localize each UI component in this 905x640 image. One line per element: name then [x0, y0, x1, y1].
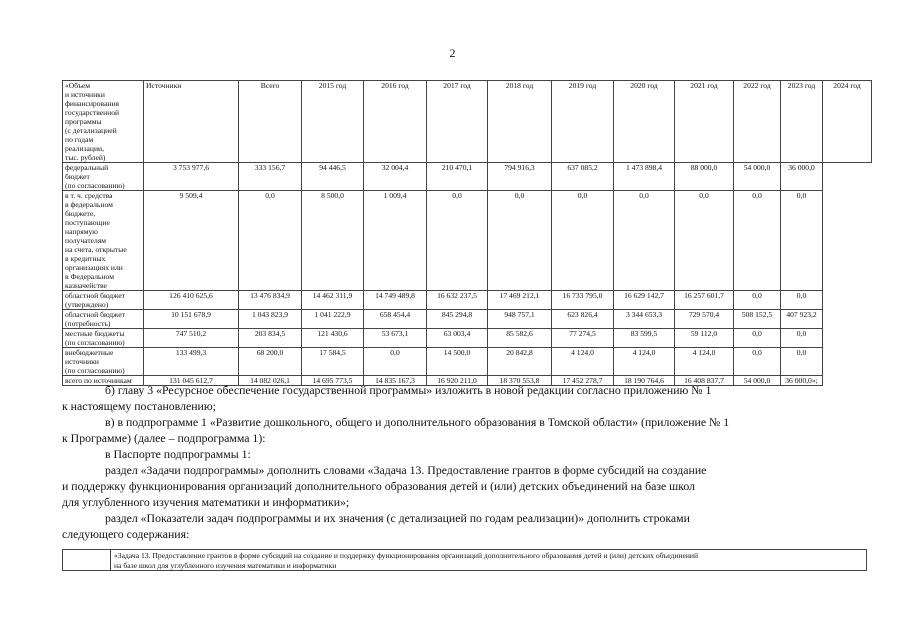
source-cell — [63, 310, 144, 329]
source-line: казначействе — [65, 281, 107, 290]
source-line: напрямую — [65, 227, 98, 236]
table-row — [63, 329, 872, 348]
task-13-line1: «Задача 13. Предоставление грантов в форме субсидий на создание и поддержку функционирования организаций дополнительного образования детей и (или) детских объединений — [114, 551, 699, 560]
value-cell: 0,0 — [675, 191, 734, 291]
value-cell: 20 842,8 — [488, 348, 552, 376]
value-cell: 0,0 — [239, 191, 302, 291]
program-label-line: тыс. рублей) — [65, 153, 106, 162]
program-label-line: реализации, — [65, 144, 105, 153]
paragraph-tasks: раздел «Задачи подпрограммы» дополнить словами «Задача 13. Предоставление грантов в форме субсидий на создание — [105, 463, 707, 477]
table-row — [63, 291, 872, 310]
value-cell: 0,0 — [427, 191, 488, 291]
value-cell: 85 582,6 — [488, 329, 552, 348]
value-cell: 14 500,0 — [427, 348, 488, 376]
table-row — [63, 163, 872, 191]
value-cell: 0,0 — [734, 291, 781, 310]
value-cell: 121 430,6 — [302, 329, 364, 348]
value-cell: 131 045 612,7 — [144, 376, 239, 386]
value-cell: 508 152,5 — [734, 310, 781, 329]
program-label-line: по годам — [65, 135, 94, 144]
value-cell: 17 452 278,7 — [552, 376, 614, 386]
value-cell: 14 082 026,1 — [239, 376, 302, 386]
program-label-cell — [63, 81, 144, 163]
source-line: (по согласованию) — [65, 181, 125, 190]
source-line: получателям — [65, 236, 107, 245]
header-sources: Источники — [144, 81, 239, 163]
value-cell: 203 834,5 — [239, 329, 302, 348]
program-label-line: финансирования — [65, 99, 119, 108]
source-line: внебюджетные — [65, 348, 114, 357]
source-line: в кредитных — [65, 254, 106, 263]
value-cell: 0,0 — [734, 191, 781, 291]
value-cell: 0,0 — [781, 348, 823, 376]
value-cell: 747 510,2 — [144, 329, 239, 348]
value-cell: 94 446,5 — [302, 163, 364, 191]
value-cell: 729 570,4 — [675, 310, 734, 329]
source-line: на счета, открытые — [65, 245, 127, 254]
source-cell — [63, 348, 144, 376]
value-cell: 13 476 834,9 — [239, 291, 302, 310]
program-label-line: (с детализацией — [65, 126, 117, 135]
paragraph-v: в) в подпрограмме 1 «Развитие дошкольного, общего и дополнительного образования в Томской области» (приложение № 1 — [105, 415, 730, 429]
value-cell: 36 000,0»; — [781, 376, 823, 386]
value-cell: 3 753 977,6 — [144, 163, 239, 191]
source-line: бюджете, — [65, 209, 96, 218]
value-cell: 0,0 — [488, 191, 552, 291]
value-cell: 0,0 — [781, 291, 823, 310]
value-cell: 0,0 — [614, 191, 675, 291]
value-cell: 3 344 653,3 — [614, 310, 675, 329]
paragraph-indicators: раздел «Показатели задач подпрограммы и их значения (с детализацией по годам реализации)» дополнить строками — [105, 511, 690, 525]
paragraph-passport: в Паспорте подпрограммы 1: — [105, 447, 251, 461]
value-cell: 16 920 211,0 — [427, 376, 488, 386]
value-cell: 68 200,0 — [239, 348, 302, 376]
value-cell: 32 004,4 — [364, 163, 427, 191]
source-line: бюджет — [65, 172, 90, 181]
value-cell: 0,0 — [781, 329, 823, 348]
value-cell: 17 469 212,1 — [488, 291, 552, 310]
value-cell: 658 454,4 — [364, 310, 427, 329]
source-cell — [63, 191, 144, 291]
page-number: 2 — [449, 46, 456, 60]
value-cell: 77 274,5 — [552, 329, 614, 348]
source-line: организациях или — [65, 263, 123, 272]
source-cell — [63, 163, 144, 191]
paragraph-b — [105, 382, 845, 398]
source-line: (по согласованию) — [65, 366, 125, 375]
header-2021: 2021 год — [675, 81, 734, 163]
source-line: (по согласованию) — [65, 338, 125, 347]
value-cell: 623 826,4 — [552, 310, 614, 329]
paragraph-v-cont: к Программе) (далее – подпрограмма 1): — [62, 431, 266, 445]
source-cell — [63, 291, 144, 310]
task-13-line2: на базе школ для углубленного изучения математики и информатики — [114, 561, 337, 570]
value-cell: 4 124,0 — [675, 348, 734, 376]
value-cell: 16 408 837,7 — [675, 376, 734, 386]
value-cell: 16 257 601,7 — [675, 291, 734, 310]
table-row — [63, 348, 872, 376]
value-cell: 0,0 — [734, 329, 781, 348]
header-2016: 2016 год — [364, 81, 427, 163]
value-cell: 4 124,0 — [552, 348, 614, 376]
header-2015: 2015 год — [302, 81, 364, 163]
source-line: всего по источникам — [65, 376, 132, 385]
value-cell: 133 499,3 — [144, 348, 239, 376]
value-cell: 0,0 — [734, 348, 781, 376]
source-line: в федеральном — [65, 200, 113, 209]
value-cell: 0,0 — [552, 191, 614, 291]
value-cell: 16 632 237,5 — [427, 291, 488, 310]
value-cell: 407 923,2 — [781, 310, 823, 329]
value-cell: 14 695 773,5 — [302, 376, 364, 386]
value-cell: 17 584,5 — [302, 348, 364, 376]
value-cell: 88 000,0 — [675, 163, 734, 191]
paragraph-tasks-cont1: и поддержку функционирования организаций дополнительного образования детей и (или) детских объединений на базе школ — [62, 479, 696, 493]
value-cell: 210 470,1 — [427, 163, 488, 191]
source-line: в Федеральном — [65, 272, 114, 281]
program-label-line: «Объем — [65, 81, 91, 90]
source-line: областной бюджет — [65, 291, 125, 300]
task-box-left-cell — [62, 549, 110, 571]
value-cell: 83 599,5 — [614, 329, 675, 348]
paragraph-indicators-cont: следующего содержания: — [62, 527, 190, 541]
value-cell: 18 370 553,8 — [488, 376, 552, 386]
value-cell: 1 043 823,9 — [239, 310, 302, 329]
header-total: Всего — [239, 81, 302, 163]
task-13-box — [110, 549, 867, 571]
value-cell: 14 462 311,9 — [302, 291, 364, 310]
source-line: в т. ч. средства — [65, 191, 113, 200]
paragraph-b-cont: к настоящему постановлению; — [62, 399, 216, 413]
value-cell: 948 757,1 — [488, 310, 552, 329]
financing-table — [62, 80, 872, 386]
value-cell: 14 835 167,3 — [364, 376, 427, 386]
header-2024: 2024 год — [823, 81, 872, 163]
source-line: федеральный — [65, 163, 109, 172]
value-cell: 16 629 142,7 — [614, 291, 675, 310]
source-cell — [63, 329, 144, 348]
value-cell: 54 000,0 — [734, 376, 781, 386]
header-2023: 2023 год — [781, 81, 823, 163]
value-cell: 16 733 795,0 — [552, 291, 614, 310]
value-cell: 1 473 898,4 — [614, 163, 675, 191]
header-2017: 2017 год — [427, 81, 488, 163]
value-cell: 10 151 678,9 — [144, 310, 239, 329]
value-cell: 1 041 222,9 — [302, 310, 364, 329]
value-cell: 333 156,7 — [239, 163, 302, 191]
header-2019: 2019 год — [552, 81, 614, 163]
value-cell: 637 085,2 — [552, 163, 614, 191]
table-row — [63, 310, 872, 329]
source-line: поступающие — [65, 218, 110, 227]
value-cell: 36 000,0 — [781, 163, 823, 191]
value-cell: 14 749 489,8 — [364, 291, 427, 310]
program-label-line: государственной — [65, 108, 120, 117]
table-header-row — [63, 81, 872, 163]
table-row — [63, 191, 872, 291]
program-label-line: программы — [65, 117, 102, 126]
header-2020: 2020 год — [614, 81, 675, 163]
value-cell: 18 190 764,6 — [614, 376, 675, 386]
value-cell: 0,0 — [781, 191, 823, 291]
value-cell: 0,0 — [364, 348, 427, 376]
paragraph-tasks-cont2: для углубленного изучения математики и информатики»; — [62, 495, 350, 509]
value-cell: 126 410 625,6 — [144, 291, 239, 310]
source-line: (потребность) — [65, 319, 111, 328]
source-line: областной бюджет — [65, 310, 125, 319]
source-line: источники — [65, 357, 99, 366]
program-label-line: и источники — [65, 90, 105, 99]
source-line: местные бюджеты — [65, 329, 125, 338]
value-cell: 9 509,4 — [144, 191, 239, 291]
paragraph-b-line1: б) главу 3 «Ресурсное обеспечение государственной программы» изложить в новой редакции согласно приложению № 1 — [105, 383, 712, 397]
value-cell: 53 673,1 — [364, 329, 427, 348]
value-cell: 1 009,4 — [364, 191, 427, 291]
value-cell: 4 124,0 — [614, 348, 675, 376]
value-cell: 8 500,0 — [302, 191, 364, 291]
header-2018: 2018 год — [488, 81, 552, 163]
value-cell: 59 112,0 — [675, 329, 734, 348]
value-cell: 794 916,3 — [488, 163, 552, 191]
value-cell: 54 000,0 — [734, 163, 781, 191]
value-cell: 845 294,8 — [427, 310, 488, 329]
value-cell: 63 003,4 — [427, 329, 488, 348]
header-2022: 2022 год — [734, 81, 781, 163]
source-line: (утверждено) — [65, 300, 109, 309]
